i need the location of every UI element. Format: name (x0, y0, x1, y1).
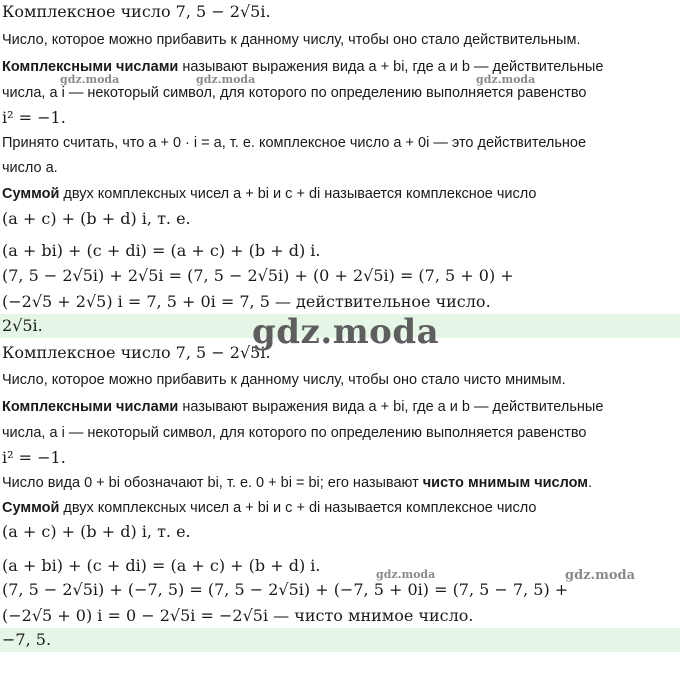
complex-number-statement: Комплексное число 7, 5 − 2√5i. (2, 2, 271, 21)
sum-definition (2, 184, 536, 204)
definition-line-b (2, 397, 603, 417)
answer-block-2 (0, 628, 680, 652)
i-squared-equation: i² = −1. (2, 108, 66, 127)
sum-definition-2 (2, 498, 536, 518)
term-pure-imaginary: чисто мнимым числом (422, 475, 589, 491)
imaginary-definition-text: Число вида 0 + bi обозначают bi, т. е. 0 + bi = bi; его называют (2, 475, 423, 491)
watermark-small: gdz.moda (60, 73, 120, 86)
calculation-line-2: (−2√5 + 2√5) i = 7, 5 + 0i = 7, 5 — действительное число. (2, 292, 491, 311)
term-complex-numbers: Комплексными числами (2, 59, 179, 75)
i-squared-equation-2: i² = −1. (2, 448, 66, 467)
watermark-small: gdz.moda (196, 73, 256, 86)
definition-text-2: называют выражения вида a + bi, где a и b — действительные (178, 399, 604, 415)
definition-line-b2: числа, а i — некоторый символ, для которого по определению выполняется равенство (2, 425, 587, 441)
sum-definition-text-2: двух комплексных чисел a + bi и c + di называется комплексное число (59, 500, 537, 516)
calculation-line-b1: (7, 5 − 2√5i) + (−7, 5) = (7, 5 − 2√5i) + (−7, 5 + 0i) = (7, 5 − 7, 5) + (2, 580, 569, 599)
complex-number-statement-2: Комплексное число 7, 5 − 2√5i. (2, 343, 271, 362)
watermark-small: gdz.moda (565, 568, 636, 583)
sum-formula-intro: (a + c) + (b + d) i, т. е. (2, 209, 191, 228)
answer-2: −7, 5. (2, 630, 52, 649)
task-description-2: Число, которое можно прибавить к данному числу, чтобы оно стало чисто мнимым. (2, 372, 566, 388)
task-description: Число, которое можно прибавить к данному числу, чтобы оно стало действительным. (2, 32, 581, 48)
calculation-line-b2: (−2√5 + 0) i = 0 − 2√5i = −2√5i — чисто мнимое число. (2, 606, 474, 625)
watermark-large: gdz.moda (252, 312, 440, 352)
sum-formula-intro-2: (a + c) + (b + d) i, т. е. (2, 522, 191, 541)
sum-definition-text: двух комплексных чисел a + bi и c + di называется комплексное число (59, 186, 537, 202)
term-sum-2: Суммой (2, 500, 60, 516)
term-complex-numbers-2: Комплексными числами (2, 399, 179, 415)
sum-formula-2: (a + bi) + (c + di) = (a + c) + (b + d) i. (2, 556, 321, 575)
answer-1: 2√5i. (2, 316, 43, 335)
period: . (588, 475, 593, 491)
calculation-line-1: (7, 5 − 2√5i) + 2√5i = (7, 5 − 2√5i) + (0 + 2√5i) = (7, 5 + 0) + (2, 266, 514, 285)
watermark-small: gdz.moda (376, 568, 436, 581)
convention-line: Принято считать, что a + 0 · i = a, т. е. комплексное число a + 0i — это действительное (2, 135, 587, 151)
convention-line-2: число a. (2, 160, 58, 176)
sum-formula: (a + bi) + (c + di) = (a + c) + (b + d) i. (2, 241, 321, 260)
definition-line-2: числа, а i — некоторый символ, для которого по определению выполняется равенство (2, 85, 587, 101)
watermark-small: gdz.moda (476, 73, 536, 86)
imaginary-definition (2, 473, 592, 493)
definition-text: называют выражения вида a + bi, где a и b — действительные (178, 59, 604, 75)
term-sum: Суммой (2, 186, 60, 202)
